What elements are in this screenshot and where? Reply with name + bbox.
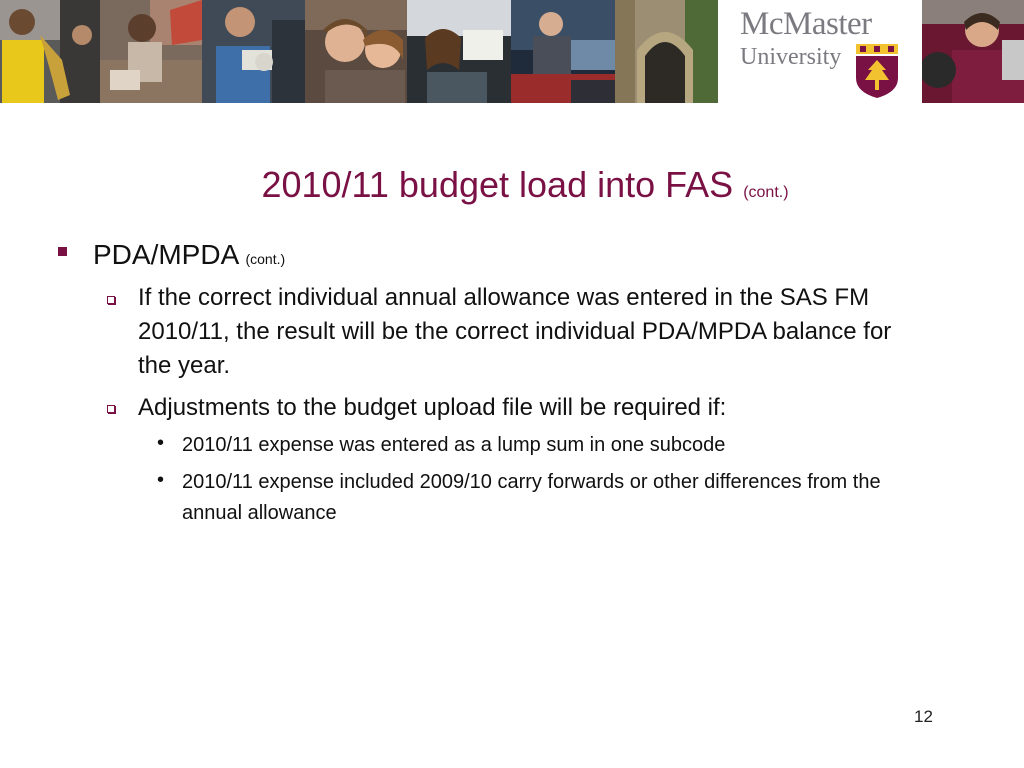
bullet-text: PDA/MPDA — [93, 239, 238, 270]
hollow-square-bullet-icon — [107, 296, 115, 304]
crest-icon — [856, 44, 898, 98]
gothic-archway-photo — [615, 0, 718, 103]
slide-title-text: 2010/11 budget load into FAS — [261, 164, 734, 205]
sub-bullet-correct-allowance: If the correct individual annual allowance was entered in the SAS FM 2010/11, the result will be the correct individual PDA/MPDA balance for the year. — [138, 284, 892, 379]
header-banner — [0, 0, 1024, 103]
logo-wordmark-line1: McMaster — [740, 6, 872, 42]
bullet-suffix: (cont.) — [245, 251, 286, 267]
hollow-square-bullet-icon — [107, 405, 115, 413]
dot-bullet-icon: • — [157, 469, 165, 491]
smiling-students-photo — [305, 0, 407, 103]
bullet-pda-mpda — [93, 239, 285, 271]
football-players-photo — [922, 0, 1024, 103]
dot-bullet-icon: • — [157, 432, 165, 454]
student-reading-photo — [407, 0, 511, 103]
sub-bullet-adjustments: Adjustments to the budget upload file will be required if: — [138, 394, 727, 421]
slide-title-suffix: (cont.) — [743, 184, 789, 201]
professor-photo — [511, 0, 615, 103]
page-number: 12 — [914, 707, 933, 726]
logo-wordmark-line2: University — [740, 44, 842, 70]
lab-researcher-photo — [202, 0, 305, 103]
sub-sub-bullet-carry-forwards: 2010/11 expense included 2009/10 carry forwards or other differences from the annual allowance — [182, 471, 881, 524]
mcmaster-logo — [718, 0, 922, 103]
art-student-photo — [100, 0, 202, 103]
slide-title — [0, 164, 1024, 206]
sub-sub-bullet-lump-sum: 2010/11 expense was entered as a lump sum in one subcode — [182, 434, 726, 456]
saxophone-player-photo — [0, 0, 100, 103]
square-bullet-icon — [58, 247, 67, 256]
